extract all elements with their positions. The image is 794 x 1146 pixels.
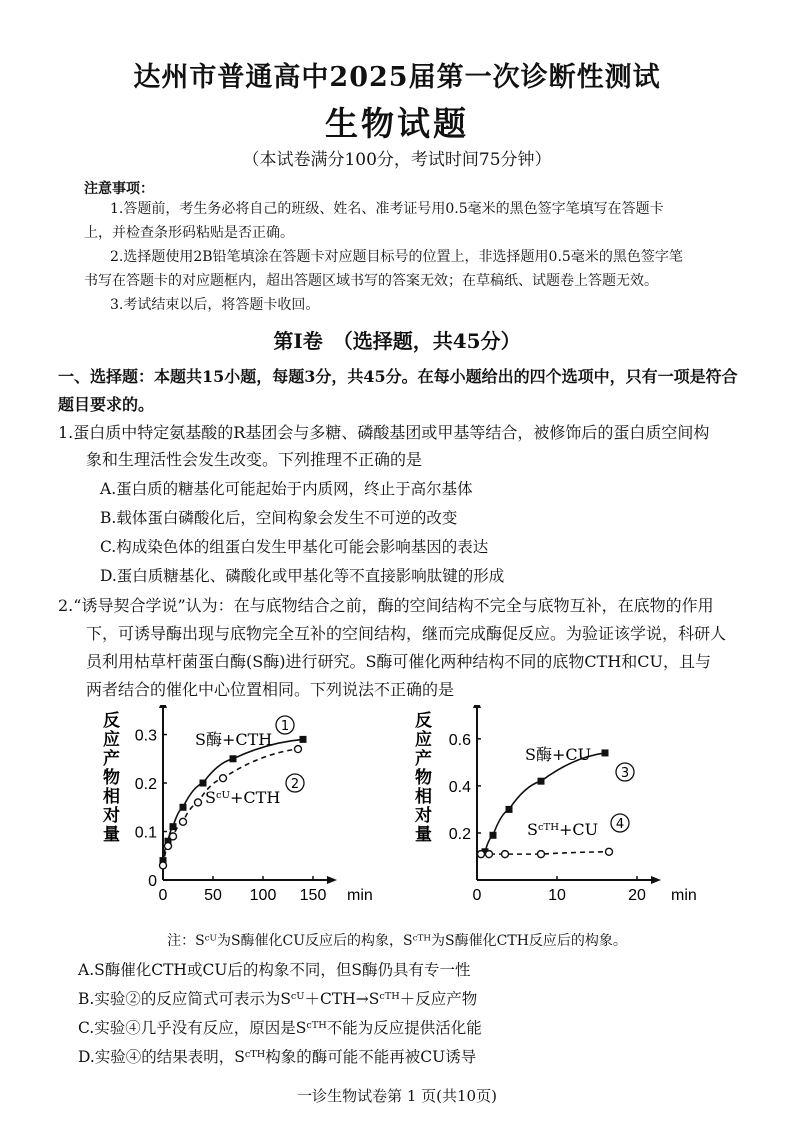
x-unit-label: min [347,887,373,904]
page-footer: 一诊生物试卷第 1 页(共10页) [297,1087,497,1105]
data-point-circle [295,746,302,753]
series-tag-label: 1 [280,719,290,734]
data-point-square [490,832,497,839]
series-name-label: Sᶜᵁ+CTH [205,788,281,807]
q1-option-a: A.蛋白质的糖基化可能起始于内质网，终止于高尔基体 [100,480,473,498]
y-axis-arrow [159,705,167,708]
series-tag-label: 3 [620,766,630,781]
figure-note: 注：Sᶜᵁ为S酶催化CU反应后的构象，Sᶜᵀᴴ为S酶催化CTH反应后的构象。 [167,933,627,949]
x-unit-label: min [671,887,697,904]
q2-stem-line: 下，可诱导酶出现与底物完全互补的空间结构，继而完成酶促反应。为验证该学说，科研人 [86,624,727,643]
instructions-line: 一、选择题：本题共15小题，每题3分，共45分。在每小题给出的四个选项中，只有一项是符合 [58,367,738,386]
data-point-square [200,780,207,787]
score-info: （本试卷满分100分，考试时间75分钟） [242,150,552,170]
data-point-circle [220,775,227,782]
data-point-square [230,755,237,762]
y-tick-label: 0.2 [448,825,471,843]
data-point-circle [478,851,485,858]
y-tick-label: 0.4 [448,778,471,796]
series-name-label: S酶+CTH [195,730,273,749]
data-point-square [180,804,187,811]
x-tick-label: 150 [299,887,327,904]
chart-right [405,705,705,905]
y-tick-label: 0 [148,873,157,890]
data-point-circle [165,843,172,850]
q2-option-b: B.实验②的反应简式可表示为Sᶜᵁ＋CTH→Sᶜᵀᴴ＋反应产物 [78,990,478,1008]
series-name-label: S酶+CU [525,745,592,764]
series-name-label: Sᶜᵀᴴ+CU [527,820,599,839]
data-point-circle [538,851,545,858]
x-tick-label: 100 [249,887,277,904]
q2-stem-line: 2.“诱导契合学说”认为：在与底物结合之前，酶的空间结构不完全与底物互补，在底物的作用 [58,596,714,615]
data-point-circle [606,848,613,855]
x-tick-label: 10 [548,887,566,904]
q2-stem-line: 员利用枯草杆菌蛋白酶(S酶)进行研究。S酶可催化两种结构不同的底物CTH和CU，且与 [86,652,712,671]
notice-line: 书写在答题卡的对应题框内，超出答题区域书写的答案无效；在草稿纸、试题卷上答题无效。 [84,273,658,289]
data-point-circle [170,833,177,840]
data-point-square [602,749,609,756]
series-tag-label: 4 [615,817,625,832]
data-point-circle [195,799,202,806]
y-axis-label: 反应产物相对量 [415,711,432,845]
data-point-circle [180,818,187,825]
data-point-circle [160,862,167,869]
y-tick-label: 0.3 [134,727,157,745]
y-axis-label: 反应产物相对量 [103,711,120,845]
q2-option-d: D.实验④的结果表明，Sᶜᵀᴴ构象的酶可能不能再被CU诱导 [78,1048,477,1066]
q1-option-c: C.构成染色体的组蛋白发生甲基化可能会影响基因的表达 [100,538,489,556]
instructions-line: 题目要求的。 [58,395,155,414]
y-tick-label: 0.1 [134,824,157,842]
x-axis-arrow [327,876,337,884]
q1-stem-line: 1.蛋白质中特定氨基酸的R基团会与多糖、磷酸基团或甲基等结合，被修饰后的蛋白质空间构 [58,423,710,442]
chart-left [95,705,385,905]
x-tick-label: 50 [204,887,222,904]
data-point-square [300,736,307,743]
x-axis-arrow [651,876,661,884]
exam-title: 达州市普通高中2025届第一次诊断性测试 [133,62,661,93]
q2-option-a: A.S酶催化CTH或CU后的构象不同，但S酶仍具有专一性 [78,961,471,979]
y-tick-label: 0.2 [134,776,157,794]
x-tick-label: 0 [158,887,168,904]
q1-option-b: B.载体蛋白磷酸化后，空间构象会发生不可逆的改变 [100,509,458,527]
notice-heading: 注意事项： [84,181,154,197]
notice-line: 3.考试结束以后，将答题卡收回。 [110,297,320,313]
y-axis-arrow [473,705,481,708]
q1-stem-line: 象和生理活性会发生改变。下列推理不正确的是 [86,450,423,469]
series-tag-label: 2 [290,777,300,792]
q2-option-c: C.实验④几乎没有反应，原因是Sᶜᵀᴴ不能为反应提供活化能 [78,1019,482,1037]
x-tick-label: 20 [628,887,646,904]
data-point-circle [502,851,509,858]
q2-stem-line: 两者结合的催化中心位置相同。下列说法不正确的是 [86,680,455,699]
q1-option-d: D.蛋白质糖基化、磷酸化或甲基化等不直接影响肽键的形成 [100,567,505,585]
notice-line: 上，并检查条形码粘贴是否正确。 [84,225,294,241]
notice-line: 2.选择题使用2B铅笔填涂在答题卡对应题目标号的位置上，非选择题用0.5毫米的黑色签字笔 [110,249,683,265]
notice-line: 1.答题前，考生务必将自己的班级、姓名、准考证号用0.5毫米的黑色签字笔填写在答题卡 [110,201,664,217]
data-point-square [538,778,545,785]
x-tick-label: 0 [472,887,482,904]
subject-title: 生物试题 [325,104,469,143]
section-title: 第Ⅰ卷 （选择题，共45分） [273,329,521,353]
data-point-square [170,823,177,830]
y-tick-label: 0.6 [448,731,471,749]
data-point-circle [486,851,493,858]
data-point-square [506,806,513,813]
